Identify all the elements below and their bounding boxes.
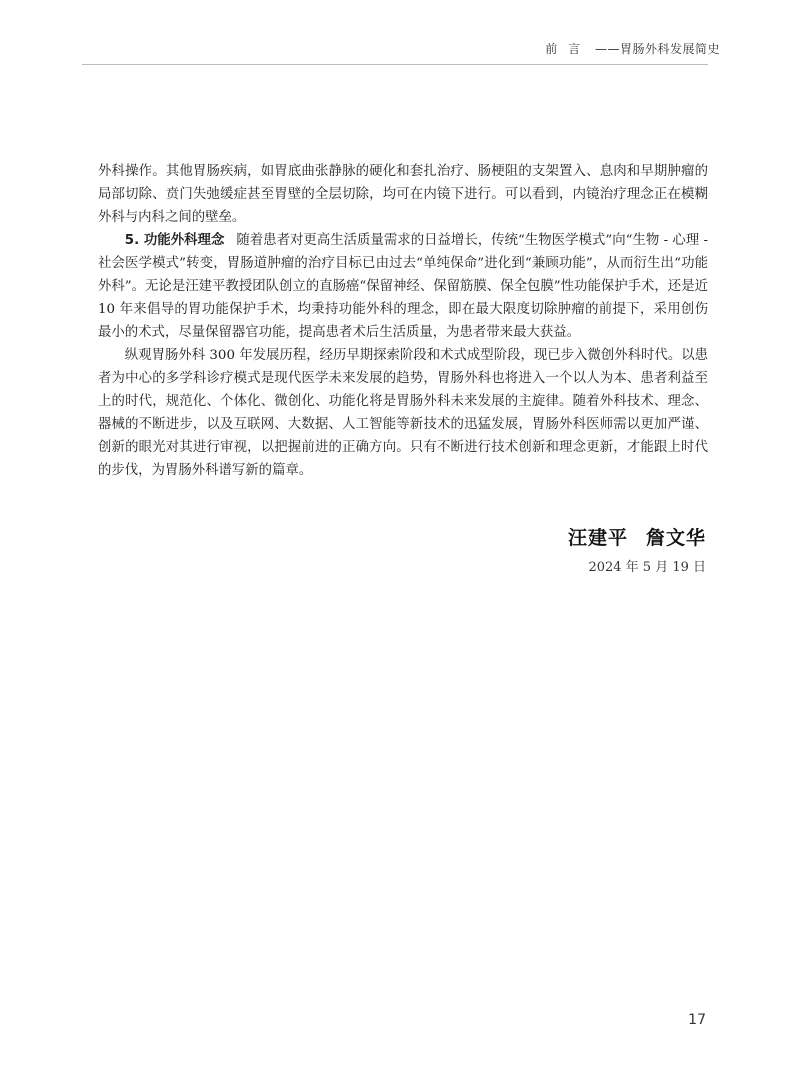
signature-date: 2024 年 5 月 19 日 xyxy=(588,560,706,575)
header-subtitle: ——胃肠外科发展简史 xyxy=(594,42,720,56)
header-section-char-2: 言 xyxy=(568,42,581,56)
paragraph-continuation: 外科操作。其他胃肠疾病，如胃底曲张静脉的硬化和套扎治疗、肠梗阻的支架置入、息肉和早期肿瘤的局部切除、贲门失弛缓症甚至胃壁的全层切除，均可在内镜下进行。可以看到，内镜治疗理念正在模糊外科与内科之间的壁垒。 xyxy=(98,164,708,225)
author-names xyxy=(568,523,706,550)
paragraph-functional-surgery-text: 随着患者对更高生活质量需求的日益增长，传统“生物医学模式”向“生物 - 心理 - 社会医学模式”转变，胃肠道肿瘤的治疗目标已由过去“单纯保命”进化到“兼顾功能”，从而衍生出“功能外科”。无论是汪建平教授团队创立的直肠癌“保留神经、保留筋膜、保全包膜”性功能保护手术，还是近 10 年来倡导的胃功能保护手术，均秉持功能外科的理念，即在最大限度切除肿瘤的前提下，采用创伤最小的术式，尽量保留器官功能，提高患者术后生活质量，为患者带来最大获益。 xyxy=(98,233,708,340)
header-section-char-1: 前 xyxy=(545,42,558,56)
run-in-heading: 5. 功能外科理念 xyxy=(124,233,225,248)
header-rule xyxy=(82,64,708,65)
author-name-2: 詹文华 xyxy=(645,527,706,549)
page-number: 17 xyxy=(688,1012,706,1028)
signature-block xyxy=(568,523,706,575)
paragraph-conclusion: 纵观胃肠外科 300 年发展历程，经历早期探索阶段和术式成型阶段，现已步入微创外科时代。以患者为中心的多学科诊疗模式是现代医学未来发展的趋势，胃肠外科也将进入一个以人为本、患者利益至上的时代，规范化、个体化、微创化、功能化将是胃肠外科未来发展的主旋律。随着外科技术、理念、器械的不断进步，以及互联网、大数据、人工智能等新技术的迅猛发展，胃肠外科医师需以更加严谨、创新的眼光对其进行审视，以把握前进的正确方向。只有不断进行技术创新和理念更新，才能跟上时代的步伐，为胃肠外科谱写新的篇章。 xyxy=(98,348,708,478)
body-text xyxy=(98,160,708,482)
paragraph-functional-surgery xyxy=(98,229,708,344)
author-name-1: 汪建平 xyxy=(567,527,628,549)
running-header xyxy=(545,40,720,57)
